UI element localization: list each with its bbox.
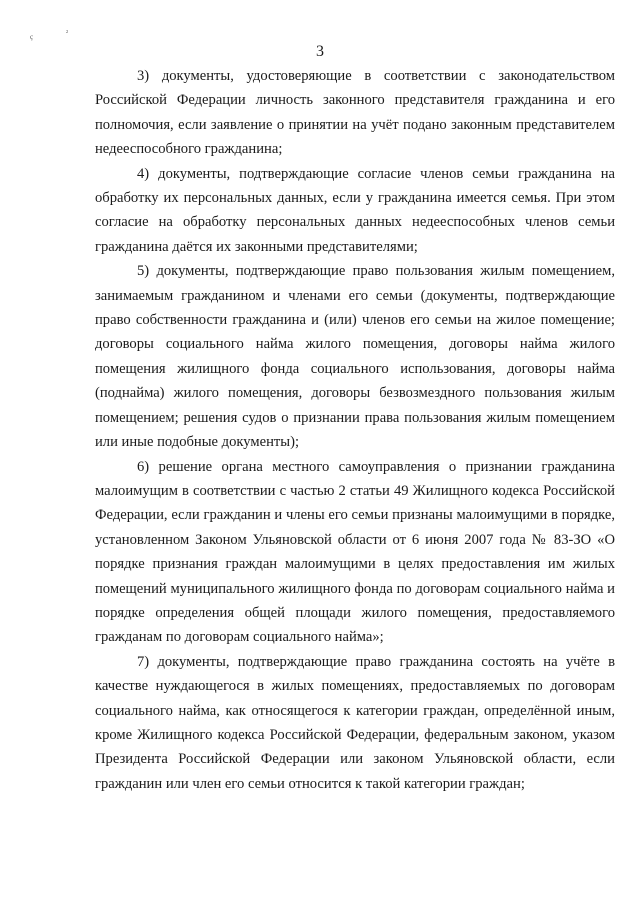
page-number: 3 <box>316 43 324 60</box>
list-item-7: 7) документы, подтверждающие право гражданина состоять на учёте в качестве нуждающегося в жилых помещениях, предоставляемых по договорам социального найма, как относящегося к категории граждан, определённой иным, кроме Жилищного кодекса Российской Федерации, федеральным законом, указом Президента Российской Федерации или законом Ульяновской области, если гражданин или член его семьи относится к такой категории граждан; <box>95 653 615 792</box>
document-body <box>95 64 615 796</box>
list-item-6: 6) решение органа местного самоуправления о признании гражданина малоимущим в соответствии с частью 2 статьи 49 Жилищного кодекса Российской Федерации, если гражданин и члены его семьи признаны малоимущими в порядке, установленном Законом Ульяновской области от 6 июня 2007 года № 83-ЗО «О порядке признания граждан малоимущими в целях предоставления им жилых помещений муниципального жилищного фонда по договорам социального найма и порядке определения общей площади жилого помещения, предоставляемого гражданам по договорам социального найма»; <box>95 458 615 646</box>
list-item-3: 3) документы, удостоверяющие в соответствии с законодательством Российской Федерации личность законного представителя гражданина и его полномочия, если заявление о принятии на учёт подано законным представителем недееспособного гражданина; <box>95 68 615 158</box>
list-item-5: 5) документы, подтверждающие право пользования жилым помещением, занимаемым гражданином и членами его семьи (документы, подтверждающие право собственности гражданина и (или) членов его семьи на жилое помещение; договоры социального найма жилого помещения, договоры найма жилого помещения жилищного фонда социального использования, договоры найма (поднайма) жилого помещения, договоры безвозмездного пользования жилым помещением; решения судов о признании права пользования жилым помещением или иные подобные документы); <box>95 263 615 451</box>
scan-mark: ç <box>30 33 34 41</box>
list-item-4: 4) документы, подтверждающие согласие членов семьи гражданина на обработку их персональных данных, если у гражданина имеется семья. При этом согласие на обработку персональных данных недееспособных членов семьи гражданина даётся их законными представителями; <box>95 165 615 255</box>
scan-mark: ² <box>66 29 69 37</box>
